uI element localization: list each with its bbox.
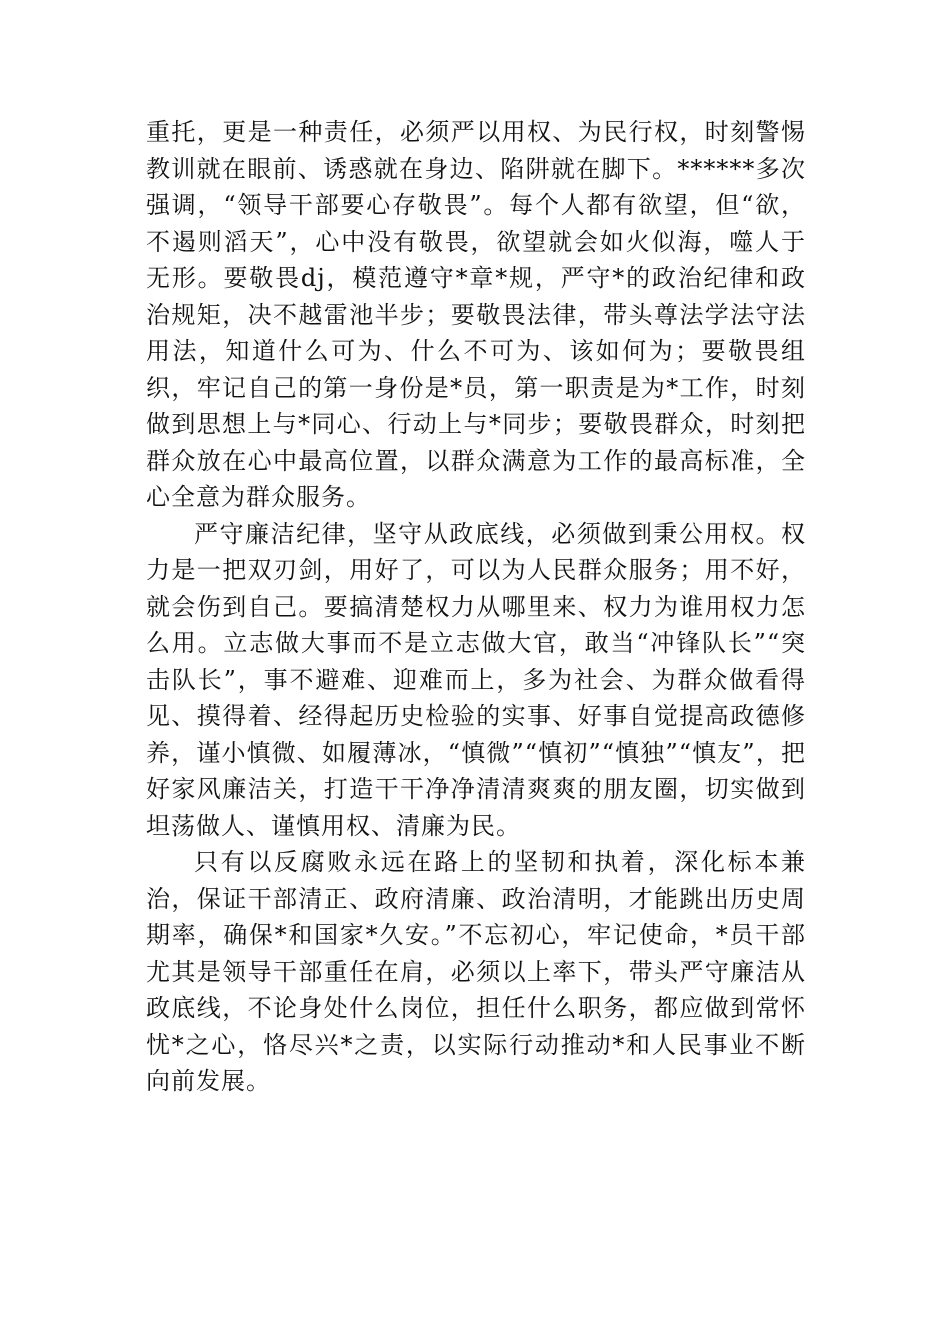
paragraph-2: 严守廉洁纪律，坚守从政底线，必须做到秉公用权。权力是一把双刃剑，用好了，可以为人民群众服务；用不好，就会伤到自己。要搞清楚权力从哪里来、权力为谁用权力怎么用。立志做大事而不是立志做大官，敢当“冲锋队长”“突击队长”，事不避难、迎难而上，多为社会、为群众做看得见、摸得着、经得起历史检验的实事、好事自觉提高政德修养，谨小慎微、如履薄冰，“慎微”“慎初”“慎独”“慎友”，把好家风廉洁关，打造干干净净清清爽爽的朋友圈，切实做到坦荡做人、谨慎用权、清廉为民。 <box>146 519 806 840</box>
paragraph-3: 只有以反腐败永远在路上的坚韧和执着，深化标本兼治，保证干部清正、政府清廉、政治清明，才能跳出历史周期率，确保*和国家*久安。”不忘初心，牢记使命，*员干部尤其是领导干部重任在肩，必须以上率下，带头严守廉洁从政底线，不论身处什么岗位，担任什么职务，都应做到常怀忧*之心，恪尽兴*之责，以实际行动推动*和人民事业不断向前发展。 <box>146 848 806 1095</box>
document-body <box>146 114 806 1100</box>
paragraph-1: 重托，更是一种责任，必须严以用权、为民行权，时刻警惕教训就在眼前、诱惑就在身边、陷阱就在脚下。******多次强调，“领导干部要心存敬畏”。每个人都有欲望，但“欲，不遏则滔天”，心中没有敬畏，欲望就会如火似海，噬人于无形。要敬畏dj，模范遵守*章*规，严守*的政治纪律和政治规矩，决不越雷池半步；要敬畏法律，带头尊法学法守法用法，知道什么可为、什么不可为、该如何为；要敬畏组织，牢记自己的第一身份是*员，第一职责是为*工作，时刻做到思想上与*同心、行动上与*同步；要敬畏群众，时刻把群众放在心中最高位置，以群众满意为工作的最高标准，全心全意为群众服务。 <box>146 118 806 511</box>
